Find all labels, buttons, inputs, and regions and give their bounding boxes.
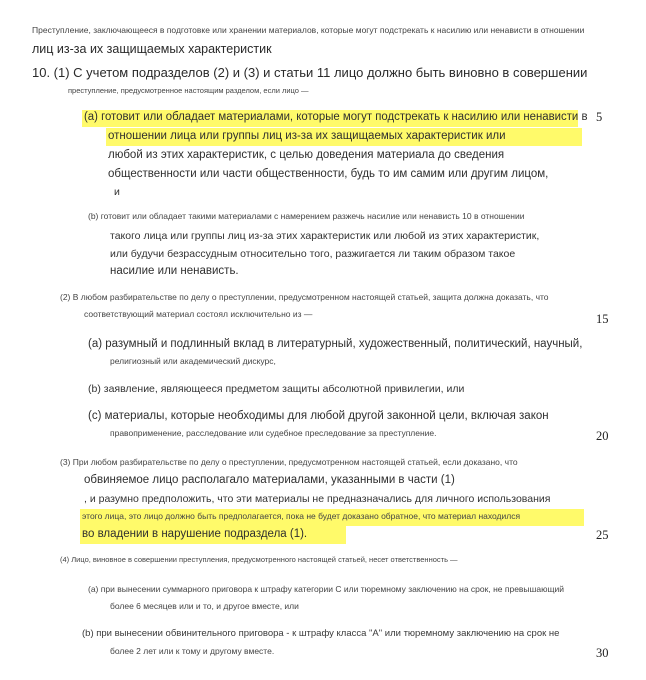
clause-a-line-3: любой из этих характеристик, с целью доведения материала до сведения (108, 149, 505, 161)
subsection-3-line-5: во владении в нарушение подраздела (1). (82, 528, 308, 540)
subsection-2a-line-1: (a) разумный и подлинный вклад в литературный, художественный, политический, научный, (88, 338, 583, 350)
heading-line-2: лиц из-за их защищаемых характеристик (32, 42, 272, 56)
clause-b-line-4: насилие или ненависть. (110, 265, 239, 277)
clause-b-line-1: (b) готовит или обладает такими материалами с намерением разжечь насилие или ненависть 10 в отношении (88, 211, 525, 221)
subsection-4a-line-1: (a) при вынесении суммарного приговора к штрафу категории C или тюремному заключению на срок, не превышающий (88, 584, 564, 594)
clause-a-line-5: и (114, 186, 120, 198)
subsection-4b-line-2: более 2 лет или к тому и другому вместе. (110, 646, 275, 656)
subsection-4: (4) Лицо, виновное в совершении преступления, предусмотренного настоящей статьей, несет ответственность — (60, 555, 458, 564)
line-number-5: 5 (596, 110, 603, 124)
clause-a-line-2: отношении лица или группы лиц из-за их защищаемых характеристик или (108, 130, 506, 142)
subsection-4a-line-2: более 6 месяцев или и то, и другое вместе, или (110, 601, 299, 611)
subsection-2-line-1: (2) В любом разбирательстве по делу о преступлении, предусмотренном настоящей статьей, защита должна доказать, что (60, 292, 549, 302)
subsection-2a-line-2: религиозный или академический дискурс, (110, 356, 276, 366)
heading-line-1: Преступление, заключающееся в подготовке или хранении материалов, которые могут подстрекать к насилию или ненависти в отношении (32, 25, 585, 35)
subsection-3-line-1: (3) При любом разбирательстве по делу о преступлении, предусмотренном настоящей статьей, если доказано, что (60, 457, 518, 467)
line-number-20: 20 (596, 429, 609, 443)
clause-a-line-4: общественности или части общественности, будь то им самим или другим лицом, (108, 168, 549, 180)
line-number-15: 15 (596, 312, 609, 326)
clause-a-line-1: (a) готовит или обладает материалами, которые могут подстрекать к насилию или ненависти в (84, 111, 588, 123)
subsection-2-line-2: соответствующий материал состоял исключительно из — (84, 309, 313, 319)
clause-b-line-2: такого лица или группы лиц из-за этих характеристик или любой из этих характеристик, (110, 230, 540, 242)
subsection-3-line-2: обвиняемое лицо располагало материалами, указанными в части (1) (84, 474, 455, 486)
subsection-2b: (b) заявление, являющееся предметом защиты абсолютной привилегии, или (88, 383, 465, 395)
line-number-25: 25 (596, 528, 609, 542)
subsection-3-line-3: , и разумно предположить, что эти материалы не предназначались для личного использования (84, 493, 551, 505)
clause-b-line-3: или будучи безрассудным относительно того, разжигается ли таким образом такое (110, 248, 516, 260)
line-number-30: 30 (596, 646, 609, 660)
subsection-4b-line-1: (b) при вынесении обвинительного приговора - к штрафу класса "A" или тюремному заключению на срок не (82, 628, 560, 639)
subsection-3-line-4: этого лица, это лицо должно быть предполагается, пока не будет доказано обратное, что материал находился (82, 511, 521, 521)
subsection-2c-line-2: правоприменение, расследование или судебное преследование за преступление. (110, 428, 437, 438)
subsection-2c-line-1: (c) материалы, которые необходимы для любой другой законной цели, включая закон (88, 410, 549, 422)
section-10-intro: 10. (1) С учетом подразделов (2) и (3) и статьи 11 лицо должно быть виновно в совершении (32, 65, 588, 80)
section-10-intro-sub: преступление, предусмотренное настоящим разделом, если лицо — (68, 86, 309, 95)
